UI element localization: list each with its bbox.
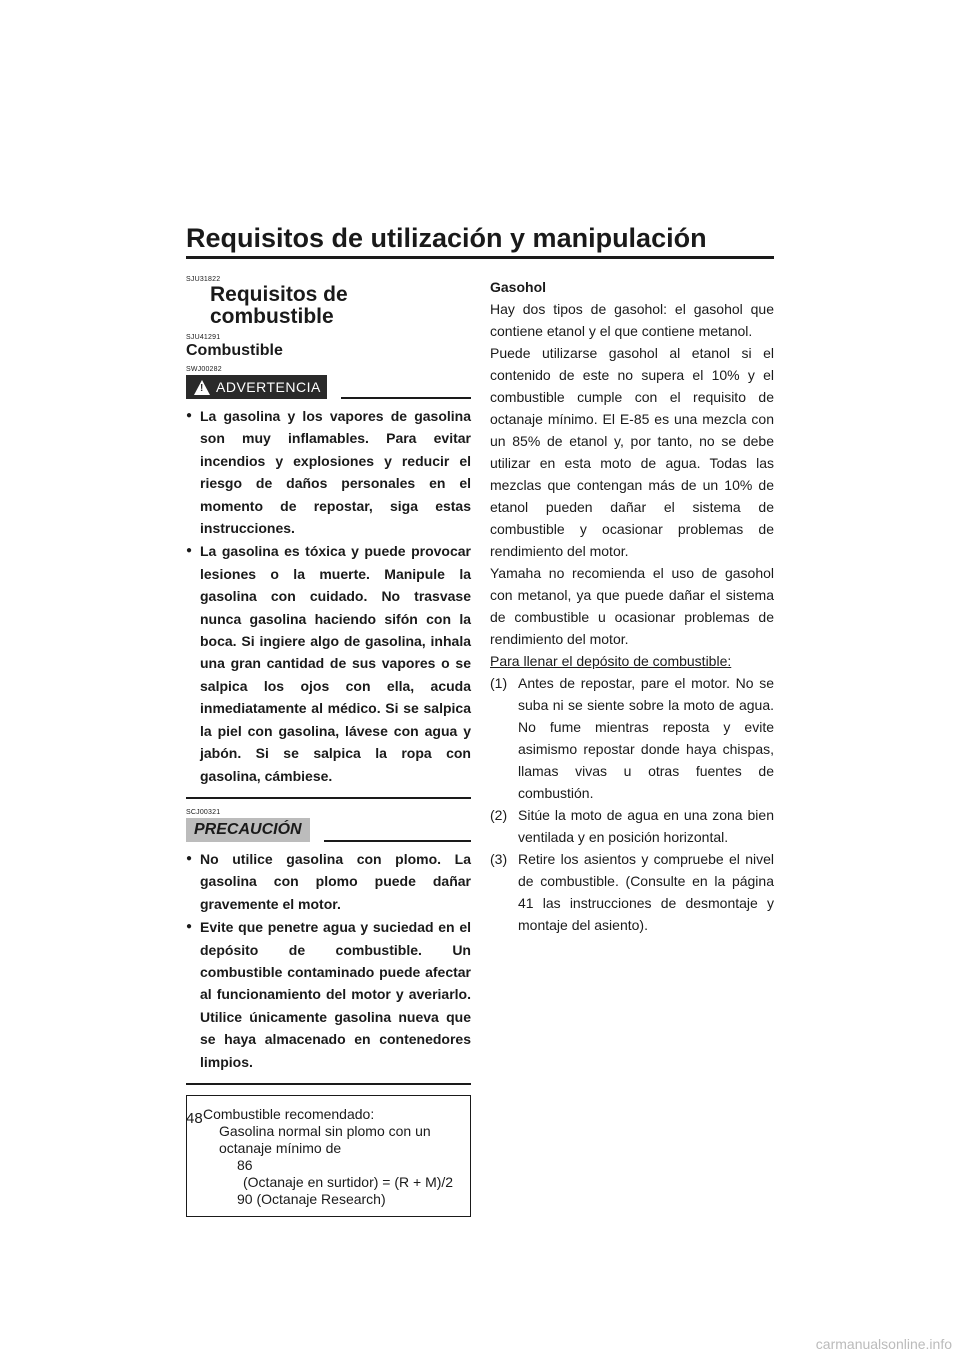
warning-label-row <box>186 375 471 399</box>
fill-steps <box>490 672 774 936</box>
step-text: Retire los asientos y compruebe el nivel de combustible. (Consulte en la página 41 las instrucciones de desmontaje y montaje del asiento). <box>518 851 774 933</box>
spec-line: Gasolina normal sin plomo con un octanaje mínimo de <box>219 1122 431 1156</box>
warning-rule <box>341 397 471 399</box>
warning-code: SWJ00282 <box>186 366 222 373</box>
gasohol-paragraph: Hay dos tipos de gasohol: el gasohol que contiene etanol y el que contiene metanol. <box>490 301 774 339</box>
section-title: Requisitos de combustible <box>210 283 348 328</box>
caution-rule <box>324 840 471 842</box>
fill-step <box>490 804 774 848</box>
step-number: (3) <box>490 851 508 867</box>
warning-end-rule <box>186 797 471 799</box>
caution-item: ● No utilice gasolina con plomo. La gasolina con plomo puede dañar gravemente el motor. <box>186 848 471 915</box>
warning-item: ● La gasolina es tóxica y puede provocar lesiones o la muerte. Manipule la gasolina con cuidado. No trasvase nunca gasolina haciendo sifón con la boca. Si ingiere algo de gasolina, inhala una gran cantidad de sus vapores o se salpica los ojos con ella, acuda inmediatamente al médico. Si se salpica la piel con gasolina, lávese con agua y jabón. Si se salpica la ropa con gasolina, cámbiese. <box>186 540 471 786</box>
section-code: SJU31822 <box>186 276 221 283</box>
watermark[interactable]: carmanualsonline.info <box>815 1336 952 1352</box>
page-header-title: Requisitos de utilización y manipulación <box>186 222 774 259</box>
caution-code: SCJ00321 <box>186 808 221 816</box>
warning-triangle-icon: ! <box>194 380 210 395</box>
warning-item: ● La gasolina y los vapores de gasolina son muy inflamables. Para evitar incendios y explosiones y reducir el riesgo de daños personales en el momento de repostar, siga estas instrucciones. <box>186 405 471 539</box>
subsection-code: SJU41291 <box>186 334 221 341</box>
caution-badge: PRECAUCIÓN <box>186 818 310 842</box>
gasohol-heading: Gasohol <box>490 279 547 295</box>
spec-value-research: 90 (Octanaje Research) <box>237 1190 386 1207</box>
gasohol-paragraph: Puede utilizarse gasohol al etanol si el contenido de este no supera el 10% y el combustible cumple con el requisito de octanaje mínimo. El E-85 es una mezcla con un 85% de etanol y, por tanto, no se debe utilizar en esta moto de agua. Todas las mezclas que contengan más de un 10% de etanol pueden dañar el sistema de combustible y ocasionar problemas de rendimiento del motor. <box>490 345 774 559</box>
warning-badge <box>186 375 327 399</box>
right-column <box>490 276 774 936</box>
page-number: 48 <box>186 1110 203 1127</box>
fuel-spec-box <box>186 1095 471 1217</box>
fill-heading: Para llenar el depósito de combustible: <box>490 653 732 669</box>
spec-title: Combustible recomendado: <box>203 1105 375 1122</box>
spec-value: 86 <box>237 1156 253 1173</box>
caution-end-rule <box>186 1083 471 1085</box>
caution-list <box>186 848 471 1073</box>
warning-label: ADVERTENCIA <box>216 379 321 395</box>
subsection-title: Combustible <box>186 342 283 359</box>
fill-step <box>490 672 774 804</box>
left-column <box>186 276 471 1217</box>
step-text: Antes de repostar, pare el motor. No se suba ni se siente sobre la moto de agua. No fume mientras reposta y evite asimismo repostar donde haya chispas, llamas vivas u otras fuentes de combustión. <box>518 675 774 801</box>
caution-item: ● Evite que penetre agua y suciedad en el depósito de combustible. Un combustible contaminado puede afectar al funcionamiento del motor y averiarlo. Utilice únicamente gasolina nueva que se haya almacenado en contenedores limpios. <box>186 916 471 1073</box>
step-text: Sitúe la moto de agua en una zona bien ventilada y en posición horizontal. <box>518 807 774 845</box>
fill-step <box>490 848 774 936</box>
step-number: (2) <box>490 807 508 823</box>
step-number: (1) <box>490 675 508 691</box>
gasohol-paragraph: Yamaha no recomienda el uso de gasohol con metanol, ya que puede dañar el sistema de combustible u ocasionar problemas de rendimiento del motor. <box>490 565 774 647</box>
caution-label-row <box>186 818 471 842</box>
warning-list <box>186 405 471 787</box>
spec-value-note: (Octanaje en surtidor) = (R + M)/2 <box>243 1173 454 1190</box>
